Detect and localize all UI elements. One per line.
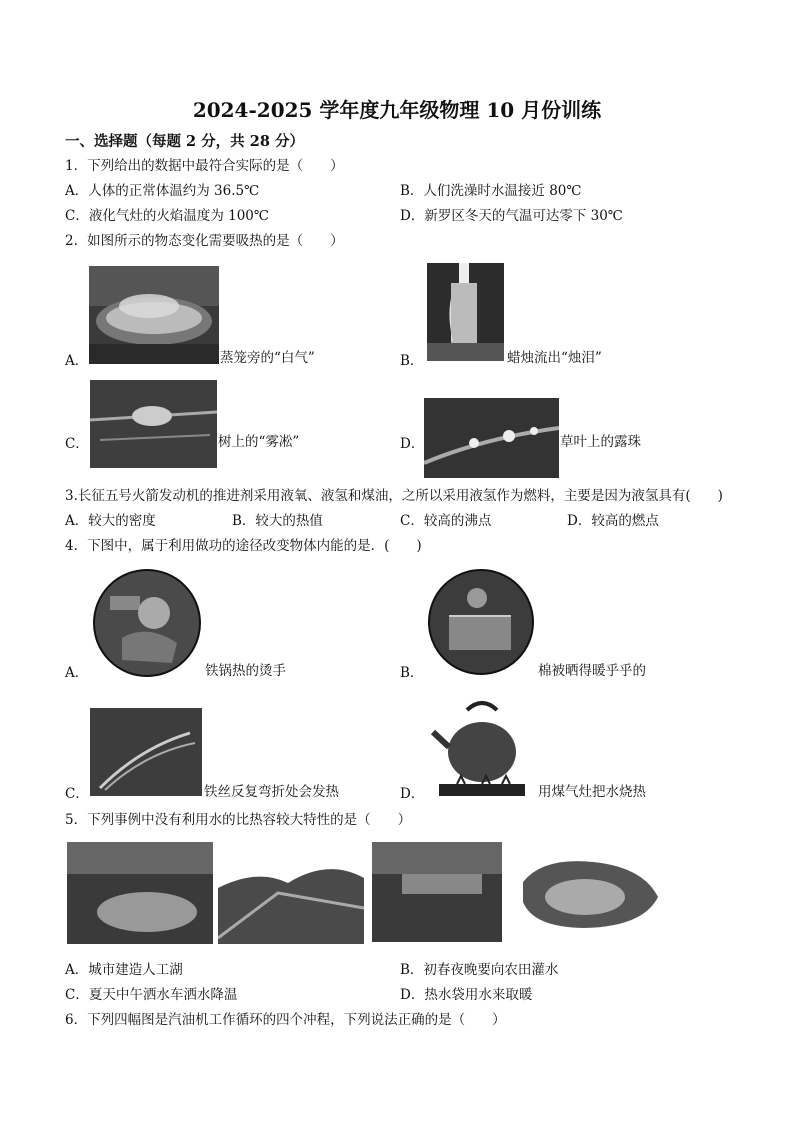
q4-option-b-letter[interactable]: B．	[400, 665, 424, 681]
q1-option-d[interactable]: D．新罗区冬天的气温可达零下 30℃	[400, 208, 623, 224]
q5-option-d[interactable]: D．热水袋用水来取暖	[400, 987, 533, 1003]
page-title: 2024-2025 学年度九年级物理 10 月份训练	[192, 98, 602, 122]
q1-stem: 1．下列给出的数据中最符合实际的是（ ）	[65, 158, 344, 174]
q1-option-c[interactable]: C．液化气灶的火焰温度为 100℃	[65, 208, 269, 224]
sprinkler-photo	[372, 842, 502, 942]
candle-photo	[427, 263, 504, 361]
q4-option-a-caption: 铁锅热的烫手	[205, 663, 286, 679]
quilt-photo	[427, 568, 535, 676]
q4-option-c-caption: 铁丝反复弯折处会发热	[204, 784, 339, 800]
q2-stem: 2．如图所示的物态变化需要吸热的是（ ）	[65, 233, 344, 249]
farmland-photo	[218, 848, 364, 944]
q2-option-b-letter[interactable]: B．	[400, 353, 424, 369]
q4-option-a-letter[interactable]: A．	[65, 665, 89, 681]
dew-photo	[424, 398, 559, 478]
q4-stem: 4．下图中，属于利用做功的途径改变物体内能的是．( )	[65, 538, 422, 554]
q1-option-b[interactable]: B．人们洗澡时水温接近 80℃	[400, 183, 582, 199]
steamer-photo	[89, 266, 219, 364]
q3-option-b[interactable]: B．较大的热值	[232, 513, 323, 529]
lake-photo	[67, 842, 213, 944]
kettle-photo	[427, 692, 537, 802]
q2-option-c-caption: 树上的“雾凇”	[218, 434, 300, 450]
q2-option-d-caption: 草叶上的露珠	[560, 434, 641, 450]
iron-pot-photo	[92, 568, 202, 678]
q4-option-d-letter[interactable]: D．	[400, 786, 425, 802]
q5-option-a[interactable]: A．城市建造人工湖	[65, 962, 183, 978]
q5-option-c[interactable]: C．夏天中午洒水车洒水降温	[65, 987, 238, 1003]
rime-photo	[90, 380, 217, 468]
q3-stem: 3.长征五号火箭发动机的推进剂采用液氧、液氢和煤油，之所以采用液氢作为燃料，主要是因为液氢具有( )	[65, 488, 723, 504]
q4-option-d-caption: 用煤气灶把水烧热	[538, 784, 646, 800]
q5-option-b[interactable]: B．初春夜晚要向农田灌水	[400, 962, 559, 978]
q5-stem: 5．下列事例中没有利用水的比热容较大特性的是（ ）	[65, 812, 412, 828]
hot-water-bag-photo	[513, 842, 665, 938]
q4-option-c-letter[interactable]: C．	[65, 786, 89, 802]
q1-option-a[interactable]: A．人体的正常体温约为 36.5℃	[65, 183, 260, 199]
q2-option-a-letter[interactable]: A．	[65, 353, 89, 369]
q3-option-d[interactable]: D．较高的燃点	[567, 513, 659, 529]
q2-option-d-letter[interactable]: D．	[400, 436, 425, 452]
q3-option-a[interactable]: A．较大的密度	[65, 513, 156, 529]
iron-wire-photo	[90, 708, 202, 796]
q3-option-c[interactable]: C．较高的沸点	[400, 513, 492, 529]
q4-option-b-caption: 棉被晒得暖乎乎的	[538, 663, 646, 679]
q2-option-b-caption: 蜡烛流出“烛泪”	[507, 350, 602, 366]
q2-option-a-caption: 蒸笼旁的“白气”	[220, 350, 315, 366]
q2-option-c-letter[interactable]: C．	[65, 436, 89, 452]
q6-stem: 6．下列四幅图是汽油机工作循环的四个冲程，下列说法正确的是（ ）	[65, 1012, 506, 1028]
section-heading: 一、选择题（每题 2 分，共 28 分）	[65, 133, 304, 150]
